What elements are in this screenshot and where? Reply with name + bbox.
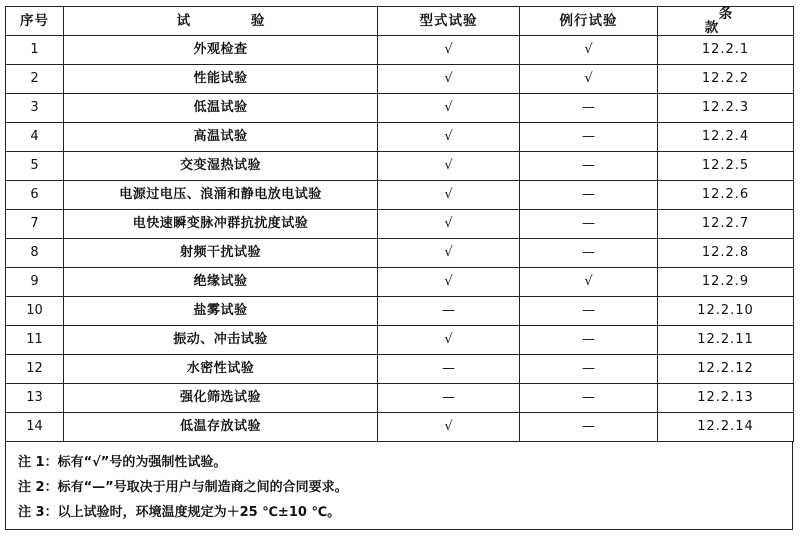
row-test-name: 外观检查 bbox=[64, 36, 378, 65]
row-test-name: 交变湿热试验 bbox=[64, 152, 378, 181]
row-clause: 12.2.10 bbox=[658, 297, 794, 326]
row-clause: 12.2.5 bbox=[658, 152, 794, 181]
row-routine-test-mark: — bbox=[520, 384, 658, 413]
table-row bbox=[6, 210, 794, 239]
row-test-name: 电源过电压、浪涌和静电放电试验 bbox=[64, 181, 378, 210]
row-test-name: 绝缘试验 bbox=[64, 268, 378, 297]
row-type-test-mark: √ bbox=[378, 239, 520, 268]
notes-box bbox=[5, 442, 793, 530]
row-seq: 11 bbox=[6, 326, 64, 355]
header-clause bbox=[658, 7, 794, 36]
row-test-name: 低温试验 bbox=[64, 94, 378, 123]
row-routine-test-mark: — bbox=[520, 152, 658, 181]
row-clause: 12.2.14 bbox=[658, 413, 794, 442]
row-seq: 8 bbox=[6, 239, 64, 268]
table-row bbox=[6, 355, 794, 384]
row-seq: 13 bbox=[6, 384, 64, 413]
row-seq: 3 bbox=[6, 94, 64, 123]
row-routine-test-mark: — bbox=[520, 210, 658, 239]
table-row bbox=[6, 297, 794, 326]
table-row bbox=[6, 268, 794, 297]
table-row bbox=[6, 384, 794, 413]
row-type-test-mark: √ bbox=[378, 413, 520, 442]
row-routine-test-mark: √ bbox=[520, 36, 658, 65]
table-row bbox=[6, 181, 794, 210]
note-3: 注 3：以上试验时，环境温度规定为＋25 ℃±10 ℃。 bbox=[18, 505, 341, 520]
row-type-test-mark: √ bbox=[378, 152, 520, 181]
row-clause: 12.2.8 bbox=[658, 239, 794, 268]
row-test-name: 低温存放试验 bbox=[64, 413, 378, 442]
row-seq: 7 bbox=[6, 210, 64, 239]
row-type-test-mark: √ bbox=[378, 181, 520, 210]
row-routine-test-mark: — bbox=[520, 94, 658, 123]
row-clause: 12.2.2 bbox=[658, 65, 794, 94]
header-seq: 序号 bbox=[6, 7, 64, 36]
table-body bbox=[6, 36, 794, 442]
row-type-test-mark: — bbox=[378, 297, 520, 326]
row-test-name: 射频干扰试验 bbox=[64, 239, 378, 268]
row-type-test-mark: √ bbox=[378, 94, 520, 123]
row-routine-test-mark: — bbox=[520, 239, 658, 268]
row-test-name: 电快速瞬变脉冲群抗扰度试验 bbox=[64, 210, 378, 239]
row-seq: 6 bbox=[6, 181, 64, 210]
table-row bbox=[6, 36, 794, 65]
row-test-name: 高温试验 bbox=[64, 123, 378, 152]
row-seq: 9 bbox=[6, 268, 64, 297]
row-type-test-mark: √ bbox=[378, 210, 520, 239]
row-seq: 14 bbox=[6, 413, 64, 442]
row-type-test-mark: — bbox=[378, 384, 520, 413]
row-seq: 1 bbox=[6, 36, 64, 65]
row-type-test-mark: √ bbox=[378, 65, 520, 94]
table-row bbox=[6, 94, 794, 123]
table-row bbox=[6, 413, 794, 442]
row-routine-test-mark: √ bbox=[520, 65, 658, 94]
row-test-name: 水密性试验 bbox=[64, 355, 378, 384]
table-row bbox=[6, 326, 794, 355]
row-routine-test-mark: — bbox=[520, 413, 658, 442]
test-table-document bbox=[5, 6, 793, 530]
row-clause: 12.2.6 bbox=[658, 181, 794, 210]
header-clause-label: 条 款 bbox=[704, 6, 761, 36]
row-clause: 12.2.1 bbox=[658, 36, 794, 65]
header-test-label: 试 验 bbox=[176, 13, 293, 29]
row-type-test-mark: √ bbox=[378, 268, 520, 297]
row-type-test-mark: √ bbox=[378, 36, 520, 65]
test-schedule-table bbox=[5, 6, 794, 442]
row-routine-test-mark: — bbox=[520, 123, 658, 152]
table-row bbox=[6, 123, 794, 152]
row-test-name: 性能试验 bbox=[64, 65, 378, 94]
header-test bbox=[64, 7, 378, 36]
header-type-test: 型式试验 bbox=[378, 7, 520, 36]
row-type-test-mark: √ bbox=[378, 123, 520, 152]
row-type-test-mark: √ bbox=[378, 326, 520, 355]
row-routine-test-mark: — bbox=[520, 355, 658, 384]
row-seq: 2 bbox=[6, 65, 64, 94]
row-seq: 4 bbox=[6, 123, 64, 152]
header-routine-test: 例行试验 bbox=[520, 7, 658, 36]
row-seq: 10 bbox=[6, 297, 64, 326]
table-row bbox=[6, 239, 794, 268]
note-2: 注 2：标有“—”号取决于用户与制造商之间的合同要求。 bbox=[18, 480, 348, 495]
row-clause: 12.2.11 bbox=[658, 326, 794, 355]
table-row bbox=[6, 65, 794, 94]
row-routine-test-mark: — bbox=[520, 326, 658, 355]
row-routine-test-mark: √ bbox=[520, 268, 658, 297]
row-test-name: 强化筛选试验 bbox=[64, 384, 378, 413]
row-type-test-mark: — bbox=[378, 355, 520, 384]
row-clause: 12.2.9 bbox=[658, 268, 794, 297]
row-clause: 12.2.7 bbox=[658, 210, 794, 239]
row-clause: 12.2.3 bbox=[658, 94, 794, 123]
row-seq: 12 bbox=[6, 355, 64, 384]
row-clause: 12.2.13 bbox=[658, 384, 794, 413]
row-test-name: 振动、冲击试验 bbox=[64, 326, 378, 355]
row-routine-test-mark: — bbox=[520, 297, 658, 326]
table-row bbox=[6, 152, 794, 181]
table-header-row bbox=[6, 7, 794, 36]
row-clause: 12.2.12 bbox=[658, 355, 794, 384]
note-1: 注 1：标有“√”号的为强制性试验。 bbox=[18, 455, 227, 470]
row-clause: 12.2.4 bbox=[658, 123, 794, 152]
row-routine-test-mark: — bbox=[520, 181, 658, 210]
row-seq: 5 bbox=[6, 152, 64, 181]
row-test-name: 盐雾试验 bbox=[64, 297, 378, 326]
